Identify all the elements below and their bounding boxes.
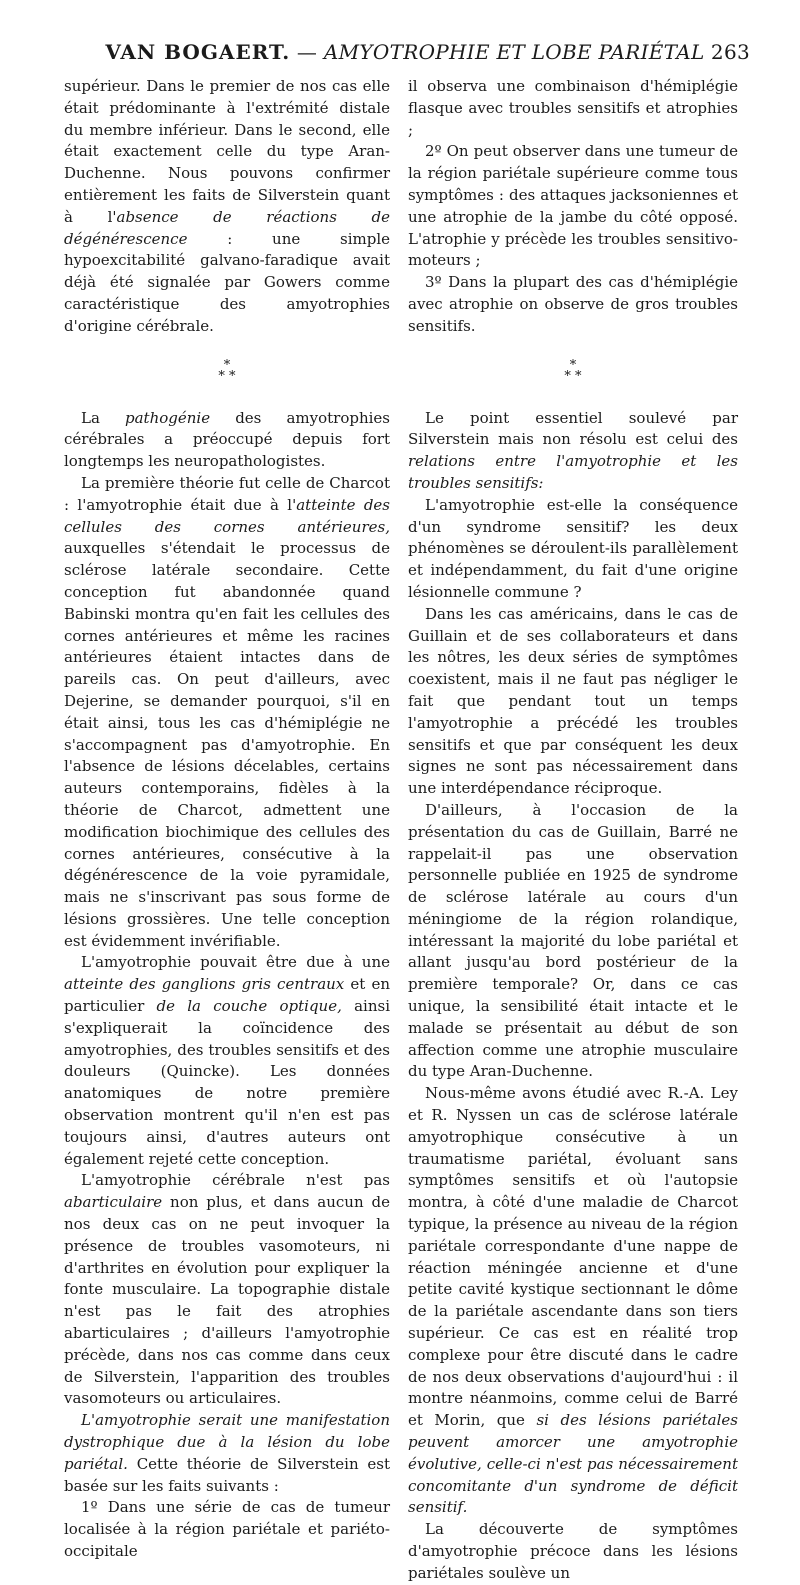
text-run: L'amyotrophie cérébrale n'est pas (81, 1171, 390, 1190)
emphasis: L'amyotrophie serait une manifestation dystrophique due à la lésion du lobe pariétal. (64, 1411, 390, 1473)
text-run: Le point essentiel soulevé par Silverstein mais non résolu est celui des (408, 408, 738, 449)
paragraph-cas-americains: Dans les cas américains, dans le cas de Guillain et de ses collaborateurs et dans les nôtres, les deux séries de symptômes coexistent, mais il ne faut pas négliger le fait que pendant tout un temps l'amyotrophie a précédé les troubles sensitifs et que par conséquent les deux signes ne sont pas nécessairement dans une interdépendance réciproque. (408, 604, 738, 798)
text-run: auxquelles s'étendait le processus de sclérose latérale secondaire. Cette conception fut abandonnée quand Babinski montra qu'en fait les cellules des cornes antérieures et même les racines antérieures étaient intactes dans de pareils cas. On peut d'ailleurs, avec Dejerine, se demander pourquoi, s'il en était ainsi, tous les cas d'hémiplégie ne s'accompagnent pas d'amyotrophie. En l'absence de lésions décelables, certains auteurs contemporains, fidèles à la théorie de Charcot, admettent une modification biochimique des cellules des cornes antérieures, consécutive à la dégénérescence de la voie pyramidale, mais ne s'inscrivant pas sous forme de lésions grossières. Une telle conception est évidemment invérifiable. (64, 539, 390, 950)
paragraph-charcot (64, 473, 390, 953)
header-author: VAN BOGAERT. (105, 40, 291, 64)
emphasis: absence de réactions de dégénérescence (64, 207, 390, 248)
text-run: Nous-même avons étudié avec R.-A. Ley et R. Nyssen un cas de sclérose latérale amyotrophique consécutive à un traumatisme pariétal, évoluant sans symptômes sensitifs et où l'autopsie montra, à côté d'une maladie de Charcot typique, la présence au niveau de la région pariétale correspondante d'une nappe de réaction méningée ancienne et d'une petite cavité kystique sectionnant le dôme de la pariétale ascendante dans son tiers supérieur. Ce cas est en réalité trop complexe pour être discuté dans le cadre de nos deux observations d'aujourd'hui : il montre néanmoins, comme celui de Barré et Morin, que (408, 1084, 738, 1430)
paragraph-fact-3: 3º Dans la plupart des cas d'hémiplégie avec atrophie on observe de gros troubles sensitifs. (408, 273, 738, 335)
paragraph-fact-2: 2º On peut observer dans une tumeur de la région pariétale supérieure comme tous symptômes : des attaques jacksoniennes et une atrophie de la jambe du côté opposé. L'atrophie y précède les troubles sensitivo-moteurs ; (408, 142, 738, 270)
header-topic: AMYOTROPHIE ET LOBE PARIÉTAL (323, 40, 705, 64)
paragraph-pathogenie (64, 408, 390, 473)
emphasis: relations entre l'amyotrophie et les troubles sensitifs: (408, 452, 738, 492)
text-run: : une simple hypoexcitabilité galvano-faradique avait déjà été signalée par Gowers comme caractéristique des amyotrophies d'origine cérébrale. (64, 229, 390, 335)
right-column (408, 76, 738, 1585)
text-run: des amyotrophies cérébrales a préoccupé depuis fort longtemps les neuropathologistes. (64, 408, 391, 471)
header-separator: — (290, 40, 324, 64)
running-header (60, 38, 750, 66)
text-run: Cette théorie de Silverstein est basée sur les faits suivants : (64, 1454, 390, 1495)
paragraph-ley-nyssen (408, 1083, 738, 1519)
paragraph-abarticulaire (64, 1170, 390, 1410)
running-title (60, 38, 750, 66)
text-run: et en particulier (64, 975, 390, 1016)
emphasis: pathogénie (125, 408, 211, 427)
paragraph-ganglions (64, 952, 390, 1170)
stars-bottom: * * (564, 368, 582, 384)
paragraph-continued: il observa une combinaison d'hémiplégie flasque avec troubles sensitifs et atrophies ; (408, 77, 738, 139)
emphasis: si des lésions pariétales peuvent amorcer une amyotrophie évolutive, celle-ci n'est pas nécessairement concomitante d'un syndrome de déficit sensitif. (408, 1411, 738, 1517)
section-separator-stars (64, 357, 390, 384)
text-run: ainsi s'expliquerait la coïncidence des amyotrophies, des troubles sensitifs et des douleurs (Quincke). Les données anatomiques de notre première observation montrent qu'il n'en est pas toujours ainsi, d'autres auteurs ont également rejeté cette conception. (64, 997, 391, 1168)
left-column (64, 76, 390, 1563)
text-run: non plus, et dans aucun de nos deux cas on ne peut invoquer la présence de troubles vasomoteurs, ni d'arthrites en évolution pour expliquer la fonte musculaire. La topographie distale n'est pas le fait des atrophies abarticulaires ; d'ailleurs l'amyotrophie précède, dans nos cas comme dans ceux de Silverstein, l'apparition des troubles vasomoteurs ou articulaires. (64, 1193, 390, 1408)
text-run: L'amyotrophie pouvait être due à une (81, 953, 390, 972)
section-separator-stars (408, 357, 738, 384)
paragraph-point-essentiel (408, 408, 738, 495)
page-number: 263 (710, 40, 750, 64)
paragraph-dystrophique (64, 1410, 390, 1497)
emphasis: atteinte des ganglions gris centraux (64, 975, 345, 994)
paragraph-continued (64, 76, 390, 338)
star-top: * (569, 357, 577, 373)
paragraph-fact-1: 1º Dans une série de cas de tumeur localisée à la région pariétale et pariéto-occipitale (64, 1498, 390, 1560)
text-run: supérieur. Dans le premier de nos cas elle était prédominante à l'extrémité distale du membre inférieur. Dans le second, elle était exactement celle du type Aran-Duchenne. Nous pouvons confirmer entièrement les faits de Silverstein quant à l' (64, 77, 390, 226)
emphasis: de la couche optique, (156, 997, 342, 1016)
emphasis: abarticulaire (64, 1193, 163, 1212)
paragraph-barre: D'ailleurs, à l'occasion de la présentation du cas de Guillain, Barré ne rappelait-il pas une observation personnelle publiée en 1925 de syndrome de sclérose latérale au cours d'un méningiome de la région rolandique, intéressant la majorité du lobe pariétal et allant jusqu'au bord postérieur de la première temporale? Or, dans ce cas unique, la sensibilité était intacte et le malade se présentait au début de son affection comme une atrophie musculaire du type Aran-Duchenne. (408, 800, 738, 1081)
text-run: La première théorie fut celle de Charcot : l'amyotrophie était due à l' (64, 473, 390, 514)
star-top: * (223, 357, 231, 373)
emphasis: atteinte des cellules des cornes antérieures, (64, 495, 390, 536)
text-run: La (81, 408, 126, 427)
stars-bottom: * * (218, 368, 236, 384)
paragraph-question: L'amyotrophie est-elle la conséquence d'un syndrome sensitif? les deux phénomènes se déroulent-ils parallèlement et indépendamment, du fait d'une origine lésionnelle commune ? (408, 495, 738, 601)
paragraph-decouverte: La découverte de symptômes d'amyotrophie précoce dans les lésions pariétales soulève un (408, 1520, 738, 1582)
